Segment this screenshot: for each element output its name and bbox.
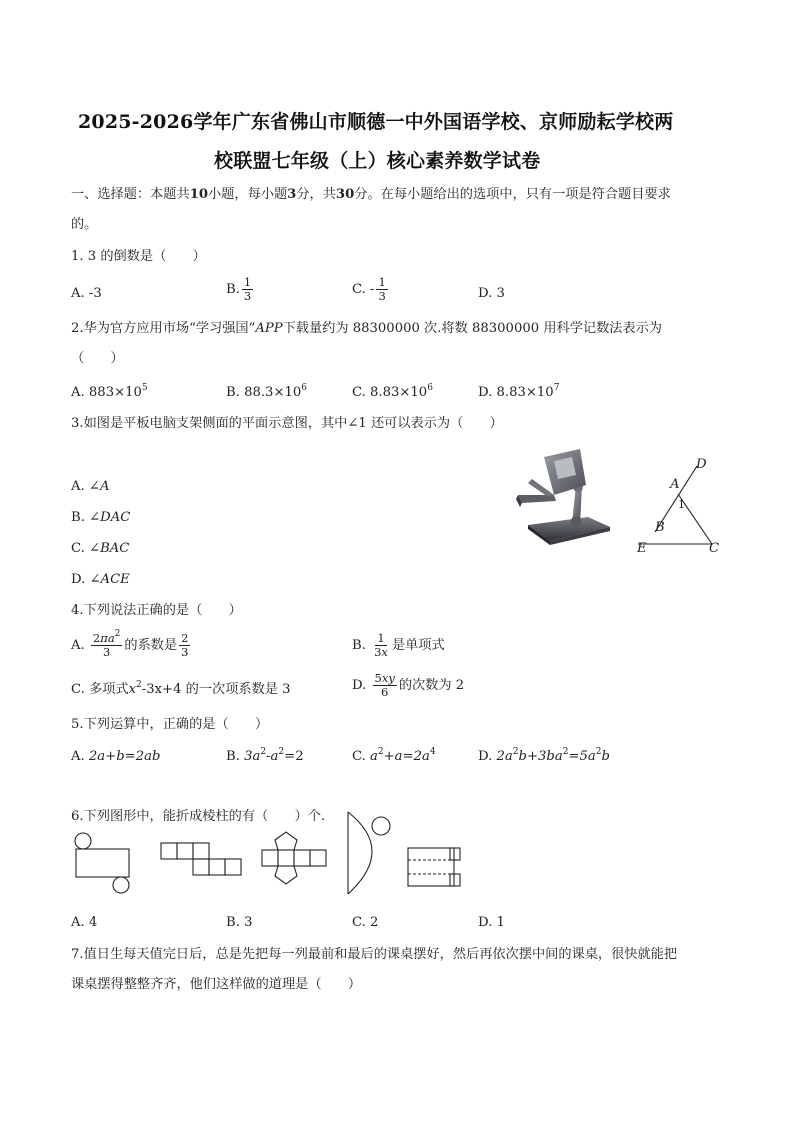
q2-option-c: C. $8.83\times 10^6$ [352,383,433,400]
page-title-line2: 校联盟七年级（上）核心素养数学试卷 [214,150,541,172]
q5-option-a: A. 2a+b=2ab [71,749,161,764]
fig-label-d: D [696,457,707,472]
q3-stem: 3.如图是平板电脑支架侧面的平面示意图，其中∠1 还可以表示为（ ） [71,416,503,431]
fig-label-angle-1: 1 [678,498,685,511]
q1-stem: 1. 3 的倒数是（ ） [71,249,206,264]
net-figure-5 [404,844,464,890]
q1-option-c: C. - $\frac{1}{3}$ [352,275,386,303]
q4-stem: 4.下列说法正确的是（ ） [71,603,242,618]
q6-option-a: A. 4 [71,915,98,930]
fig-label-b: B [655,520,665,535]
tablet-stand-image [510,445,620,555]
q6-option-d: D. 1 [478,915,505,930]
q3-option-d: D. ∠ACE [71,572,130,587]
fig-label-c: C [709,541,720,556]
net-figure-1 [72,832,134,896]
q6-option-b: B. 3 [226,915,253,930]
q6-option-c: C. 2 [352,915,379,930]
q4-option-a: A. $\frac{2\pi a^2}{3}$ 的系数是 $\frac{2}{3}$ [71,629,189,659]
q4-option-d: D. $\frac{5xy}{6}$ 的次数为 2 [352,671,465,699]
q3-option-a: A. ∠A [71,479,110,494]
q1-option-d: D. 3 [478,286,505,301]
q2-option-a: A. $883\times 10^5$ [71,383,148,400]
q5-option-c: C. $a^2+a=2a^4$ [352,747,436,764]
net-figure-3 [258,828,338,888]
section-instructions-line1: 一、选择题：本题共10小题，每小题3分，共30分。在每小题给出的选项中，只有一项是符合题目要求 [71,187,671,202]
net-figure-2 [158,842,242,878]
q3-option-b: B. ∠DAC [71,510,131,525]
fig-label-a: A [670,477,680,492]
q2-option-b: B. $88.3\times 10^6$ [226,383,308,400]
section-instructions-line2: 的。 [71,217,98,232]
fig-label-e: E [637,541,647,556]
q5-option-b: B. $3a^2-a^2=2$ [226,747,304,764]
q1-option-b: B. $\frac{1}{3}$ [226,275,252,303]
q5-stem: 5.下列运算中，正确的是（ ） [71,717,269,732]
q5-option-d: D. $2a^2b+3ba^2=5a^2b$ [478,747,610,764]
q1-option-a: A. -3 [71,286,102,301]
q2-option-d: D. $8.83\times 10^7$ [478,383,560,400]
q4-option-b: B. $\frac{1}{3x}$ 是单项式 [352,631,445,659]
q6-stem: 6.下列图形中，能折成棱柱的有（ ）个. [71,809,326,824]
page-title-line1: 2025-2026学年广东省佛山市顺德一中外国语学校、京师励耘学校两 [78,111,674,133]
q2-stem: 2.华为官方应用市场“学习强国”APP下载量约为 88300000 次.将数 88300000 用科学记数法表示为 [71,321,662,336]
q2-stem-line2: （ ） [71,351,124,366]
q3-option-c: C. ∠BAC [71,541,130,556]
q7-stem-line2: 课桌摆得整整齐齐，他们这样做的道理是（ ） [71,977,362,992]
q7-stem-line1: 7.值日生每天值完日后，总是先把每一列最前和最后的课桌摆好，然后再依次摆中间的课桌，很快就能把 [71,947,678,962]
net-figure-4 [344,810,398,896]
q4-option-c: C. 多项式$x^2-3x+4$ 的一次项系数是 3 [71,680,291,697]
